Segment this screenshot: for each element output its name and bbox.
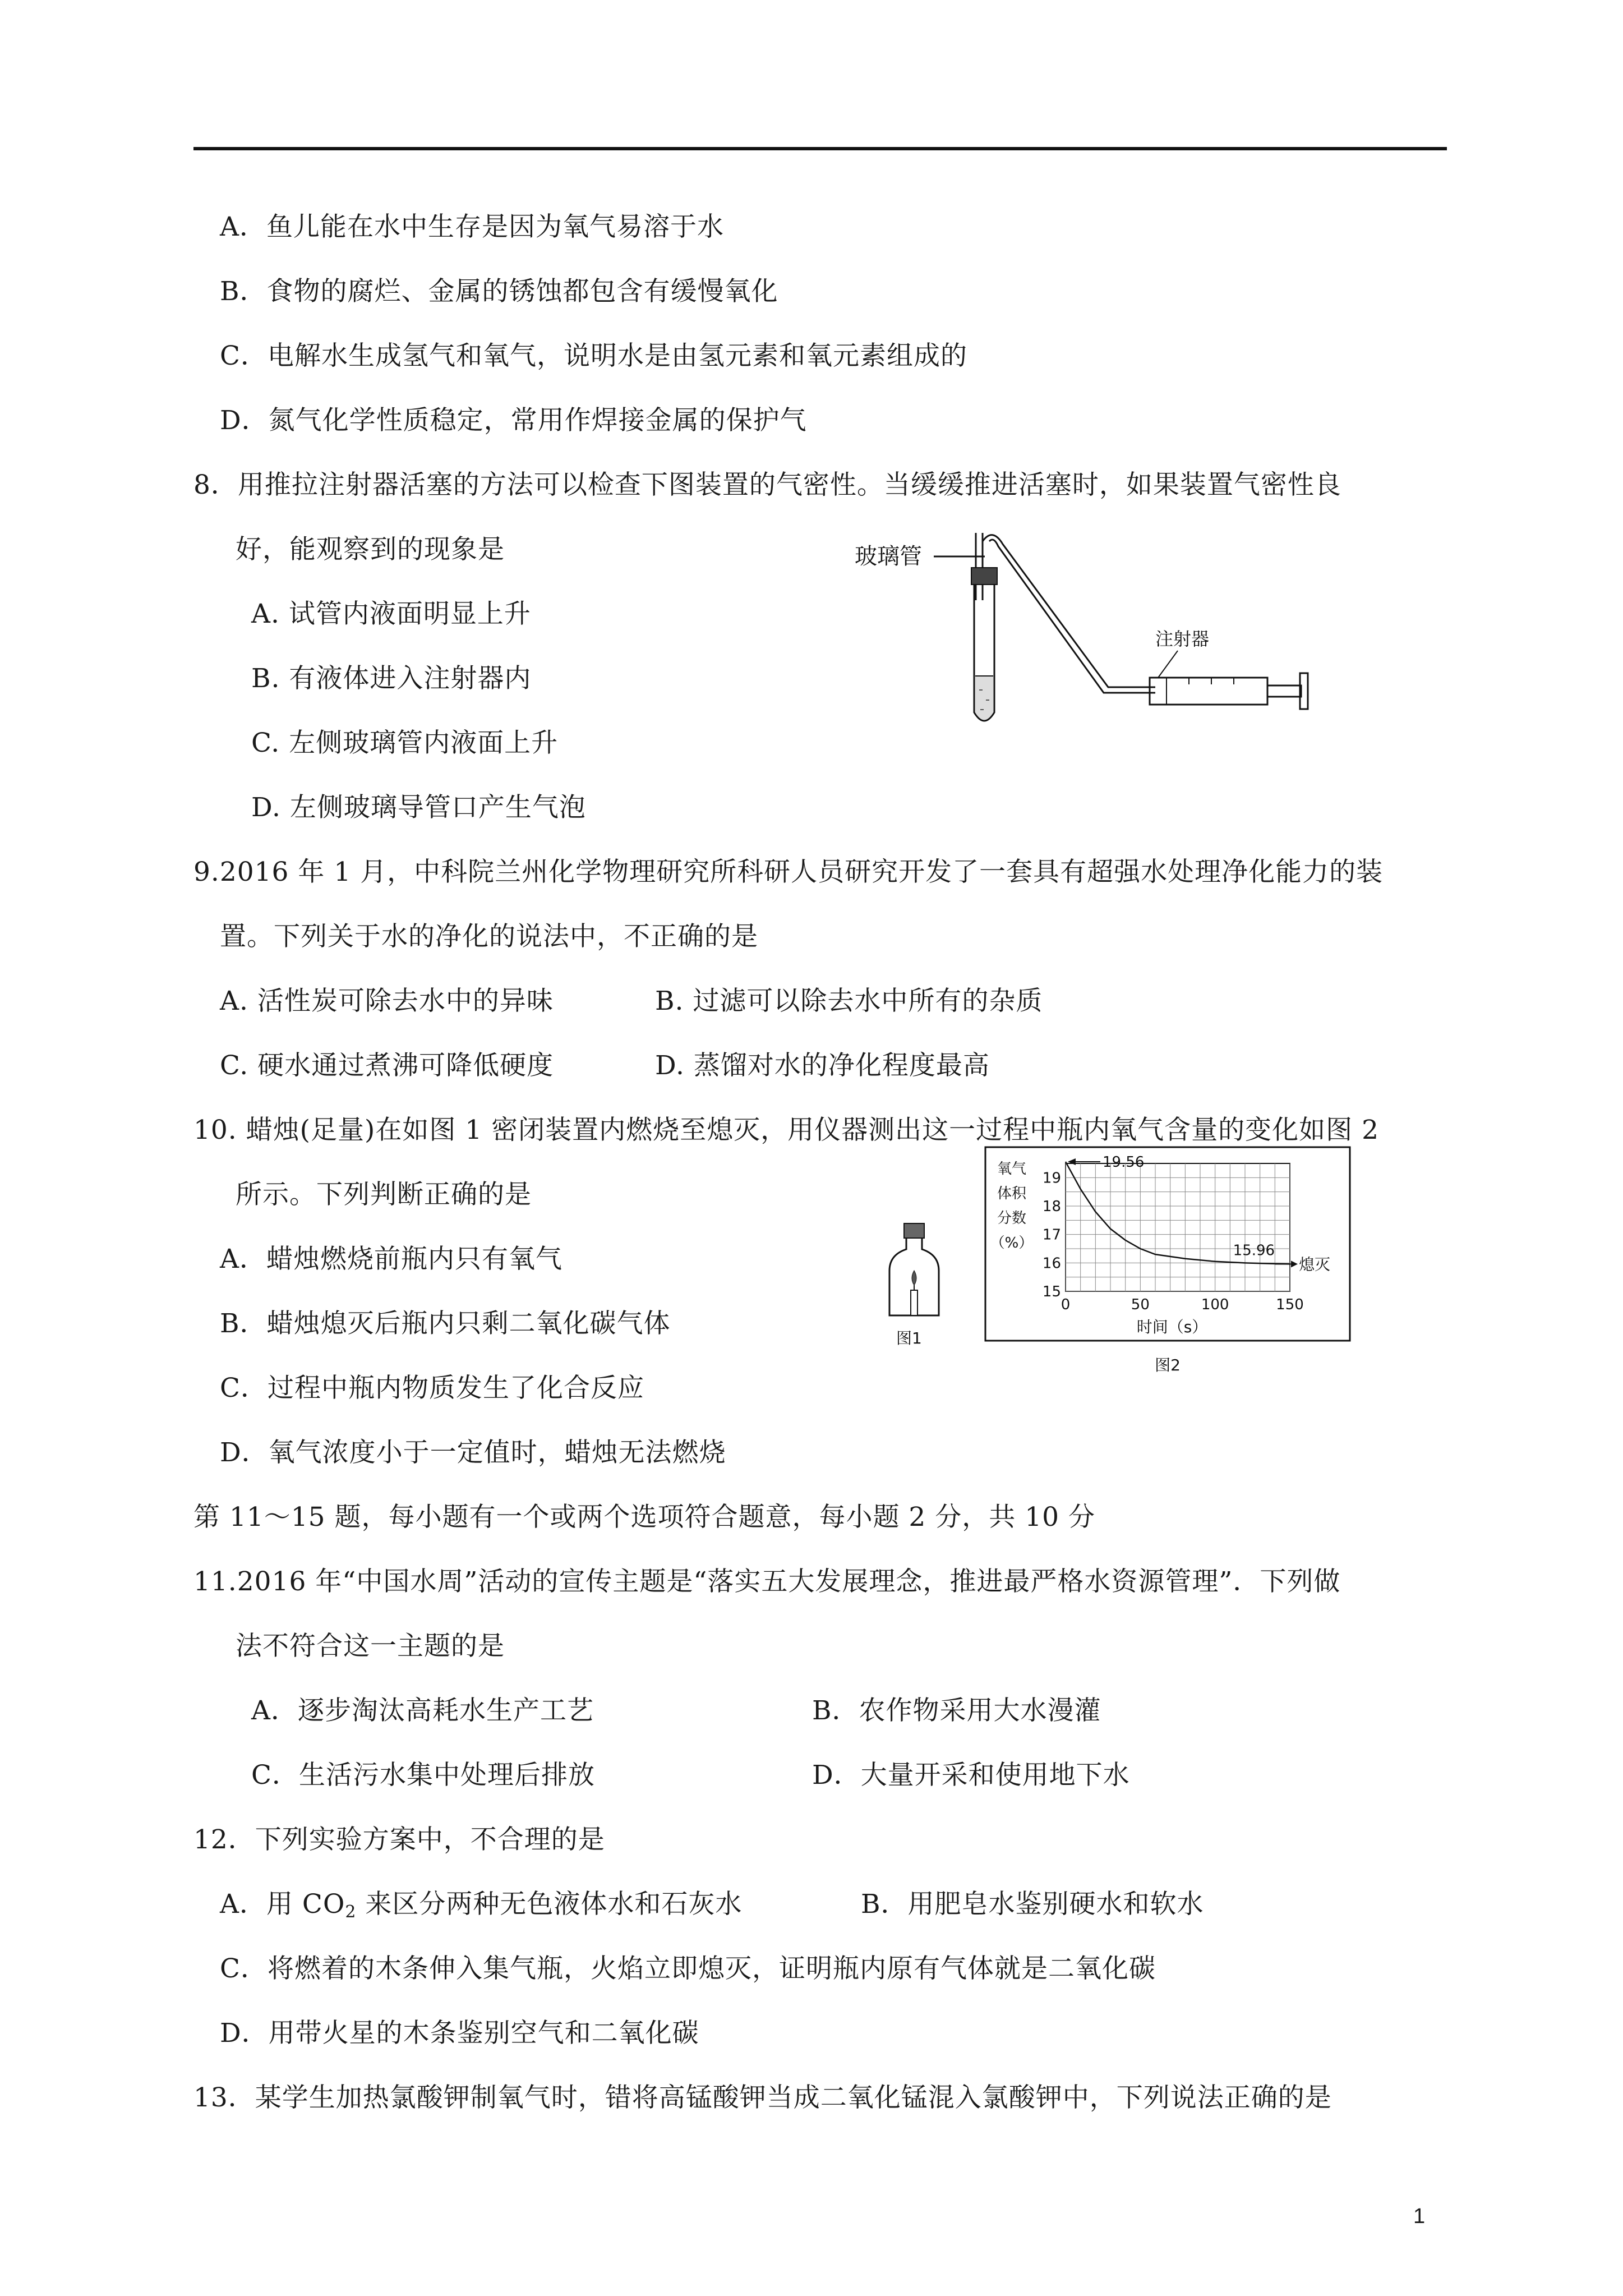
q12-option-c: C．将燃着的木条伸入集气瓶，火焰立即熄灭，证明瓶内原有气体就是二氧化碳 xyxy=(220,1953,1156,1984)
q10-option-b: B．蜡烛熄灭后瓶内只剩二氧化碳气体 xyxy=(220,1308,671,1339)
x-tick-label: 0 xyxy=(1061,1296,1071,1313)
annotations-group xyxy=(1068,1154,1330,1273)
y-label-line: 体积 xyxy=(997,1185,1027,1202)
start-annotation: 19.56 xyxy=(1103,1153,1145,1171)
q12-option-d: D．用带火星的木条鉴别空气和二氧化碳 xyxy=(220,2018,699,2049)
y-label-line: 氧气 xyxy=(997,1161,1027,1177)
fig1-caption: 图1 xyxy=(896,1329,922,1347)
q12-option-a-subscript: 2 xyxy=(345,1902,357,1922)
q9-option-c: C. 硬水通过煮沸可降低硬度 xyxy=(220,1050,554,1081)
page-number: 1 xyxy=(1413,2205,1426,2228)
q10-option-c: C．过程中瓶内物质发生了化合反应 xyxy=(220,1373,644,1404)
q12-option-a-post: 来区分两种无色液体水和石灰水 xyxy=(356,1889,743,1920)
end-annotation: 15.96 xyxy=(1233,1242,1275,1259)
y-tick-label: 18 xyxy=(1042,1198,1061,1215)
q10-stem-line1: 10. 蜡烛(足量)在如图 1 密闭装置内燃烧至熄灭，用仪器测出这一过程中瓶内氧气含量的变化如图 2 xyxy=(193,1115,1379,1145)
start-annotation-arrowhead xyxy=(1068,1158,1076,1165)
x-tick-label: 150 xyxy=(1276,1296,1304,1313)
q9-option-a: A. 活性炭可除去水中的异味 xyxy=(220,986,554,1016)
q13-stem: 13．某学生加热氯酸钾制氧气时，错将高锰酸钾当成二氧化锰混入氯酸钾中，下列说法正确的是 xyxy=(193,2082,1332,2113)
q11-option-a: A．逐步淘汰高耗水生产工艺 xyxy=(251,1695,594,1726)
y-tick-label: 19 xyxy=(1042,1170,1061,1187)
glass-tube-label: 玻璃管 xyxy=(855,544,922,569)
q9-option-b: B. 过滤可以除去水中所有的杂质 xyxy=(655,986,1043,1016)
end-annotation-arrowhead xyxy=(1291,1260,1298,1267)
x-axis-label: 时间（s） xyxy=(1136,1318,1208,1336)
q12-option-b: B．用肥皂水鉴别硬水和软水 xyxy=(861,1889,1204,1920)
q10-option-d: D．氧气浓度小于一定值时，蜡烛无法燃烧 xyxy=(220,1437,726,1468)
q10-option-a: A．蜡烛燃烧前瓶内只有氧气 xyxy=(220,1244,562,1274)
q11-option-b: B．农作物采用大水漫灌 xyxy=(812,1695,1101,1726)
q8-option-d: D. 左侧玻璃导管口产生气泡 xyxy=(251,792,586,823)
y-tick-label: 15 xyxy=(1042,1283,1061,1300)
q11-stem-line2: 法不符合这一主题的是 xyxy=(236,1631,505,1662)
y-tick-label: 17 xyxy=(1042,1226,1061,1244)
y-label-line: 分数 xyxy=(997,1210,1027,1227)
header-rule xyxy=(193,147,1447,150)
q12-stem: 12．下列实验方案中，不合理的是 xyxy=(193,1824,605,1855)
q9-stem-line1: 9.2016 年 1 月，中科院兰州化学物理研究所科研人员研究开发了一套具有超强水处理净化能力的装 xyxy=(193,857,1384,887)
q9-stem-line2: 置。下列关于水的净化的说法中，不正确的是 xyxy=(220,921,758,952)
q10-stem-line2: 所示。下列判断正确的是 xyxy=(236,1179,532,1210)
x-ticks xyxy=(1061,1296,1304,1313)
y-ticks xyxy=(1043,1170,1061,1300)
x-tick-label: 100 xyxy=(1201,1296,1229,1313)
fig2-caption: 图2 xyxy=(1155,1356,1181,1374)
q8-stem-line2: 好，能观察到的现象是 xyxy=(236,534,505,565)
q8-option-c: C. 左侧玻璃管内液面上升 xyxy=(251,728,559,758)
plot-area xyxy=(1066,1163,1290,1291)
extinguish-annotation: 熄灭 xyxy=(1299,1255,1331,1274)
q8-option-b: B. 有液体进入注射器内 xyxy=(251,663,532,694)
syringe-apparatus-figure xyxy=(852,522,1312,735)
q7-option-b: B．食物的腐烂、金属的锈蚀都包含有缓慢氧化 xyxy=(220,276,778,307)
y-tick-label: 16 xyxy=(1042,1255,1061,1272)
x-tick-label: 50 xyxy=(1131,1296,1150,1313)
y-axis-label xyxy=(990,1161,1034,1251)
section-instruction: 第 11～15 题，每小题有一个或两个选项符合题意，每小题 2 分，共 10 分 xyxy=(193,1502,1095,1533)
q12-option-a-pre: A．用 CO xyxy=(220,1889,345,1920)
q7-option-d: D．氮气化学性质稳定，常用作焊接金属的保护气 xyxy=(220,405,807,436)
syringe-label: 注射器 xyxy=(1155,628,1210,650)
q8-option-a: A. 试管内液面明显上升 xyxy=(251,599,531,629)
candle-bottle-figure xyxy=(880,1220,948,1349)
y-label-line: （%） xyxy=(990,1235,1034,1251)
q8-stem-line1: 8．用推拉注射器活塞的方法可以检查下图装置的气密性。当缓缓推进活塞时，如果装置气密性良 xyxy=(193,470,1341,500)
oxygen-chart-figure xyxy=(983,1144,1353,1380)
q7-option-c: C．电解水生成氢气和氧气，说明水是由氢元素和氧元素组成的 xyxy=(220,341,967,371)
q11-option-d: D．大量开采和使用地下水 xyxy=(812,1760,1130,1791)
q11-stem-line1: 11.2016 年“中国水周”活动的宣传主题是“落实五大发展理念，推进最严格水资源管理”．下列做 xyxy=(193,1566,1341,1597)
q11-option-c: C．生活污水集中处理后排放 xyxy=(251,1760,595,1791)
q12-option-a xyxy=(220,1888,742,1929)
q9-option-d: D. 蒸馏对水的净化程度最高 xyxy=(655,1050,990,1081)
q7-option-a: A．鱼儿能在水中生存是因为氧气易溶于水 xyxy=(220,211,724,242)
chart-grid xyxy=(1066,1163,1290,1291)
